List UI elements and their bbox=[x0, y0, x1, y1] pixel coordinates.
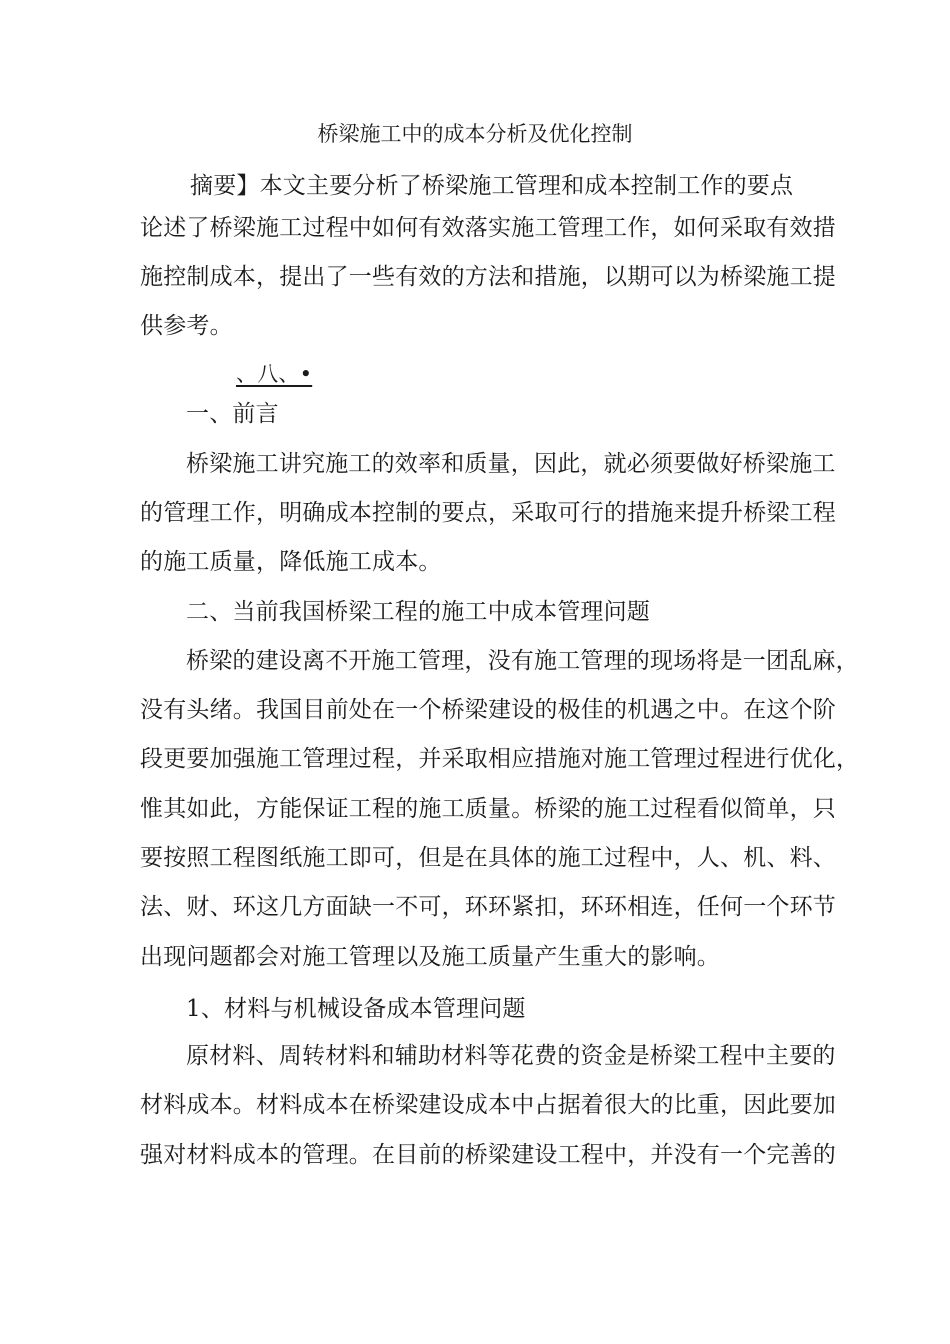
abstract-line: 摘要】本文主要分析了桥梁施工管理和成本控制工作的要点 bbox=[190, 173, 794, 199]
paragraph-line: 没有头绪。我国目前处在一个桥梁建设的极佳的机遇之中。在这个阶 bbox=[140, 697, 836, 723]
section-marker: 、八、• bbox=[236, 362, 313, 386]
abstract-line: 施控制成本，提出了一些有效的方法和措施，以期可以为桥梁施工提 bbox=[140, 264, 836, 290]
subsection-heading: 1、材料与机械设备成本管理问题 bbox=[186, 996, 526, 1022]
paragraph-line: 惟其如此，方能保证工程的施工质量。桥梁的施工过程看似简单，只 bbox=[140, 796, 836, 822]
paragraph-line: 的施工质量，降低施工成本。 bbox=[140, 549, 442, 575]
paragraph-line: 要按照工程图纸施工即可，但是在具体的施工过程中，人、机、料、 bbox=[140, 845, 836, 871]
paragraph-line: 原材料、周转材料和辅助材料等花费的资金是桥梁工程中主要的 bbox=[186, 1043, 836, 1069]
paragraph-line: 桥梁施工讲究施工的效率和质量，因此，就必须要做好桥梁施工 bbox=[186, 451, 836, 477]
abstract-line: 供参考。 bbox=[140, 313, 233, 339]
paragraph-line: 法、财、环这几方面缺一不可，环环紧扣，环环相连，任何一个环节 bbox=[140, 894, 836, 920]
paragraph-line: 桥梁的建设离不开施工管理，没有施工管理的现场将是一团乱麻， bbox=[186, 648, 859, 674]
section-heading: 二、当前我国桥梁工程的施工中成本管理问题 bbox=[186, 599, 650, 625]
paragraph-line: 材料成本。材料成本在桥梁建设成本中占据着很大的比重，因此要加 bbox=[140, 1092, 836, 1118]
section-heading: 一、前言 bbox=[186, 401, 279, 427]
paragraph-line: 出现问题都会对施工管理以及施工质量产生重大的影响。 bbox=[140, 944, 720, 970]
paragraph-line: 段更要加强施工管理过程，并采取相应措施对施工管理过程进行优化， bbox=[140, 746, 860, 772]
document-title: 桥梁施工中的成本分析及优化控制 bbox=[317, 122, 633, 146]
abstract-line: 论述了桥梁施工过程中如何有效落实施工管理工作，如何采取有效措 bbox=[140, 215, 836, 241]
paragraph-line: 强对材料成本的管理。在目前的桥梁建设工程中，并没有一个完善的 bbox=[140, 1142, 836, 1168]
paragraph-line: 的管理工作，明确成本控制的要点，采取可行的措施来提升桥梁工程 bbox=[140, 500, 836, 526]
